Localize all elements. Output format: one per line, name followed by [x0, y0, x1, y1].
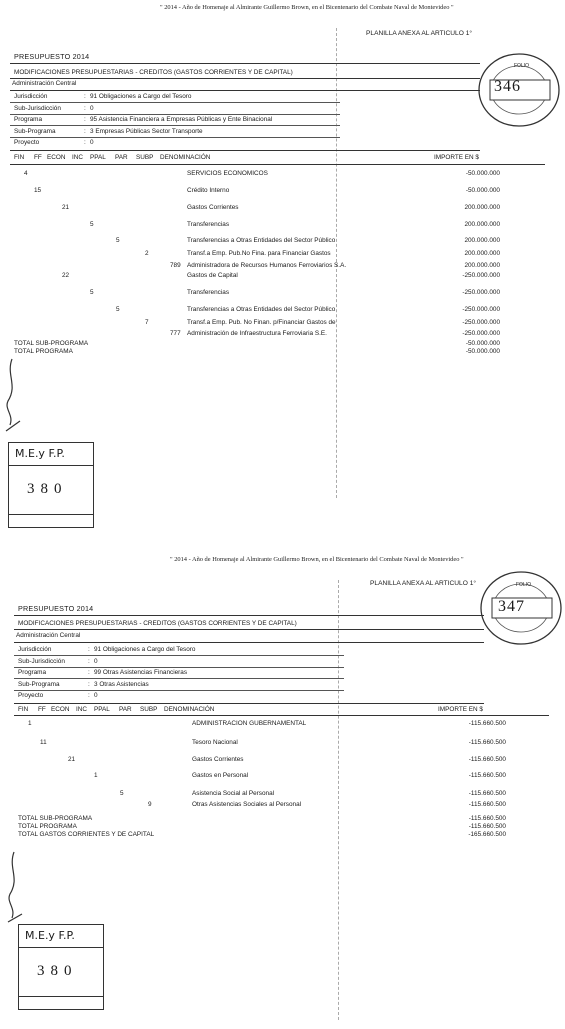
row-amount: -115.660.500	[468, 720, 506, 727]
page-2-annex-title: PLANILLA ANEXA AL ARTICULO 1°	[370, 580, 476, 587]
page-2-signature-mark	[4, 848, 30, 924]
column-header-par: PAR	[119, 706, 132, 713]
field-value: 0	[94, 657, 98, 665]
row-code: 1	[28, 720, 32, 727]
row-code: 5	[116, 306, 120, 313]
field-separator: :	[84, 127, 86, 135]
row-amount: -250.000.000	[462, 289, 500, 296]
page-2-motto: " 2014 - Año de Homenaje al Almirante Guillermo Brown, en el Bicentenario del Combate Naval de Montevideo "	[170, 556, 464, 563]
column-header-ff: FF	[34, 154, 42, 161]
field-value: 3 Otras Asistencias	[94, 680, 149, 688]
stamp-label: M.E.y F.P.	[15, 447, 65, 460]
column-header-fin: FIN	[18, 706, 29, 713]
field-label: Jurisdicción	[18, 646, 52, 653]
row-denomination: ADMINISTRACION GUBERNAMENTAL	[192, 720, 307, 727]
column-header-fin: FIN	[14, 154, 25, 161]
stamp-label: M.E.y F.P.	[25, 929, 75, 942]
field-label: Jurisdicción	[14, 93, 48, 100]
row-denomination: Transf.a Emp. Pub. No Finan. p/Financiar Gastos de	[187, 319, 336, 326]
stamp-number: 380	[27, 481, 68, 497]
column-header-ff: FF	[38, 706, 46, 713]
field-rule	[14, 690, 344, 691]
row-code: 4	[24, 170, 28, 177]
row-amount: -250.000.000	[462, 272, 500, 279]
row-code: 5	[90, 221, 94, 228]
field-label: Sub-Programa	[14, 127, 56, 135]
column-header-importe: IMPORTE EN $	[438, 706, 483, 713]
page-1-seal-text: FOLIO	[514, 63, 530, 69]
total-amount: -50.000.000	[465, 340, 500, 347]
page-1-budget-label: PRESUPUESTO 2014	[14, 52, 90, 61]
row-amount: -115.660.500	[468, 790, 506, 797]
row-denomination: Tesoro Nacional	[192, 739, 238, 746]
field-value: 0	[90, 139, 94, 146]
row-amount: 200.000.000	[464, 221, 500, 228]
field-separator: :	[84, 93, 86, 100]
field-label: Sub-Jurisdicción	[18, 657, 65, 665]
page-1-ministry-stamp	[8, 442, 94, 528]
field-value: 91 Obligaciones a Cargo del Tesoro	[94, 646, 196, 653]
field-value: 3 Empresas Públicas Sector Transporte	[90, 127, 203, 135]
row-denomination: Otras Asistencias Sociales al Personal	[192, 801, 302, 808]
total-label: TOTAL PROGRAMA	[18, 823, 77, 830]
field-rule	[10, 102, 340, 103]
column-header-inc: INC	[76, 706, 88, 713]
field-separator: :	[88, 669, 90, 676]
row-denomination: Asistencia Social al Personal	[192, 790, 275, 797]
total-label: TOTAL GASTOS CORRIENTES Y DE CAPITAL	[18, 831, 155, 838]
row-denomination: Transferencias a Otras Entidades del Sector Público	[187, 306, 336, 313]
field-rule	[10, 114, 340, 115]
field-separator: :	[84, 139, 86, 146]
page-2-fold-line	[338, 580, 339, 1020]
row-denomination: Gastos de Capital	[187, 272, 238, 279]
field-label: Programa	[18, 669, 47, 676]
column-header-par: PAR	[115, 154, 128, 161]
column-header-ppal: PPAL	[94, 706, 110, 713]
row-amount: 200.000.000	[464, 237, 500, 244]
field-separator: :	[84, 104, 86, 112]
row-code: 789	[170, 262, 181, 269]
row-amount: -250.000.000	[462, 330, 500, 337]
field-rule	[14, 667, 344, 668]
page-1-motto: " 2014 - Año de Homenaje al Almirante Guillermo Brown, en el Bicentenario del Combate Naval de Montevideo "	[160, 4, 454, 11]
page-2-rule	[14, 615, 484, 616]
page-2-rule	[14, 715, 549, 716]
page-1-rule	[10, 63, 480, 64]
row-denomination: Transferencias	[187, 289, 230, 296]
total-label: TOTAL PROGRAMA	[14, 348, 73, 355]
total-amount: -50.000.000	[465, 348, 500, 355]
field-value: 95 Asistencia Financiera a Empresas Públicas y Ente Binacional	[90, 116, 273, 123]
field-separator: :	[88, 657, 90, 665]
page-1-admin-label: Administración Central	[12, 80, 77, 87]
row-code: 5	[90, 289, 94, 296]
page-2-title: MODIFICACIONES PRESUPUESTARIAS - CREDITOS (GASTOS CORRIENTES Y DE CAPITAL)	[18, 620, 297, 627]
row-code: 22	[62, 272, 70, 279]
field-rule	[10, 125, 340, 126]
row-code: 2	[145, 250, 149, 257]
row-amount: 200.000.000	[464, 262, 500, 269]
row-denomination: Administradora de Recursos Humanos Ferroviarios S.A.	[187, 262, 347, 269]
row-code: 7	[145, 319, 149, 326]
row-amount: 200.000.000	[464, 250, 500, 257]
page-2-seal-number: 347	[498, 598, 525, 615]
column-header-subp: SUBP	[140, 706, 158, 713]
page-1-rule	[10, 164, 545, 165]
field-rule	[14, 678, 344, 679]
row-amount: -50.000.000	[465, 187, 500, 194]
column-header-inc: INC	[72, 154, 84, 161]
field-value: 91 Obligaciones a Cargo del Tesoro	[90, 93, 192, 100]
row-denomination: Transf.a Emp. Pub.No Fina. para Financiar Gastos	[187, 250, 331, 257]
column-header-denom: DENOMINACIÓN	[164, 706, 215, 713]
row-code: 9	[148, 801, 152, 808]
row-code: 11	[40, 739, 47, 746]
total-amount: -115.660.500	[468, 815, 506, 822]
field-label: Proyecto	[18, 692, 44, 699]
row-amount: -115.660.500	[468, 801, 506, 808]
column-header-econ: ECON	[47, 154, 66, 161]
row-code: 21	[68, 756, 76, 763]
field-rule	[14, 655, 344, 656]
row-amount: -250.000.000	[462, 306, 500, 313]
row-denomination: Crédito Interno	[187, 187, 230, 194]
row-code: 21	[62, 204, 70, 211]
row-code: 1	[94, 772, 98, 779]
field-value: 0	[94, 692, 98, 699]
row-amount: 200.000.000	[464, 204, 500, 211]
page-1-seal-number: 346	[494, 78, 521, 95]
row-code: 5	[116, 237, 120, 244]
column-header-importe: IMPORTE EN $	[434, 154, 479, 161]
row-amount: -115.660.500	[468, 772, 506, 779]
field-value: 0	[90, 104, 94, 112]
field-label: Proyecto	[14, 139, 40, 146]
total-amount: -165.660.500	[468, 831, 506, 838]
page-2-seal-text: FOLIO	[516, 582, 532, 588]
field-separator: :	[88, 692, 90, 699]
total-amount: -115.660.500	[468, 823, 506, 830]
page-1-rule	[10, 78, 480, 79]
page-1-annex-title: PLANILLA ANEXA AL ARTICULO 1°	[366, 30, 472, 37]
column-header-subp: SUBP	[136, 154, 154, 161]
total-label: TOTAL SUB-PROGRAMA	[14, 340, 89, 347]
row-amount: -250.000.000	[462, 319, 500, 326]
page-2-ministry-stamp	[18, 924, 104, 1010]
row-code: 15	[34, 187, 42, 194]
field-label: Sub-Jurisdicción	[14, 104, 61, 112]
row-code: 777	[170, 330, 181, 337]
row-denomination: Gastos en Personal	[192, 772, 249, 779]
row-amount: -115.660.500	[468, 756, 506, 763]
field-rule	[10, 137, 340, 138]
stamp-number: 380	[37, 963, 78, 979]
page-2-admin-label: Administración Central	[16, 632, 81, 639]
page-1-signature-mark	[2, 355, 28, 435]
page-2-rule	[14, 703, 484, 704]
row-denomination: Transferencias	[187, 221, 230, 228]
field-separator: :	[88, 680, 90, 688]
row-denomination: SERVICIOS ECONOMICOS	[187, 170, 268, 177]
column-header-ppal: PPAL	[90, 154, 106, 161]
page-1-title: MODIFICACIONES PRESUPUESTARIAS - CREDITOS (GASTOS CORRIENTES Y DE CAPITAL)	[14, 69, 293, 76]
row-denomination: Transferencias a Otras Entidades del Sector Público	[187, 237, 336, 244]
total-label: TOTAL SUB-PROGRAMA	[18, 815, 93, 822]
field-separator: :	[84, 116, 86, 123]
page-1-rule	[10, 90, 480, 91]
field-label: Programa	[14, 116, 43, 123]
field-label: Sub-Programa	[18, 680, 60, 688]
row-code: 5	[120, 790, 124, 797]
field-separator: :	[88, 646, 90, 653]
page-2-rule	[14, 629, 484, 630]
column-header-econ: ECON	[51, 706, 70, 713]
row-amount: -115.660.500	[468, 739, 506, 746]
row-denomination: Administración de Infraestructura Ferroviaria S.E.	[187, 330, 327, 337]
page-2-rule	[14, 642, 484, 643]
page-1-rule	[10, 150, 480, 151]
row-amount: -50.000.000	[465, 170, 500, 177]
field-value: 99 Otras Asistencias Financieras	[94, 669, 188, 676]
column-header-denom: DENOMINACIÓN	[160, 154, 211, 161]
row-denomination: Gastos Corrientes	[192, 756, 244, 763]
row-denomination: Gastos Corrientes	[187, 204, 239, 211]
page-2-budget-label: PRESUPUESTO 2014	[18, 604, 94, 613]
